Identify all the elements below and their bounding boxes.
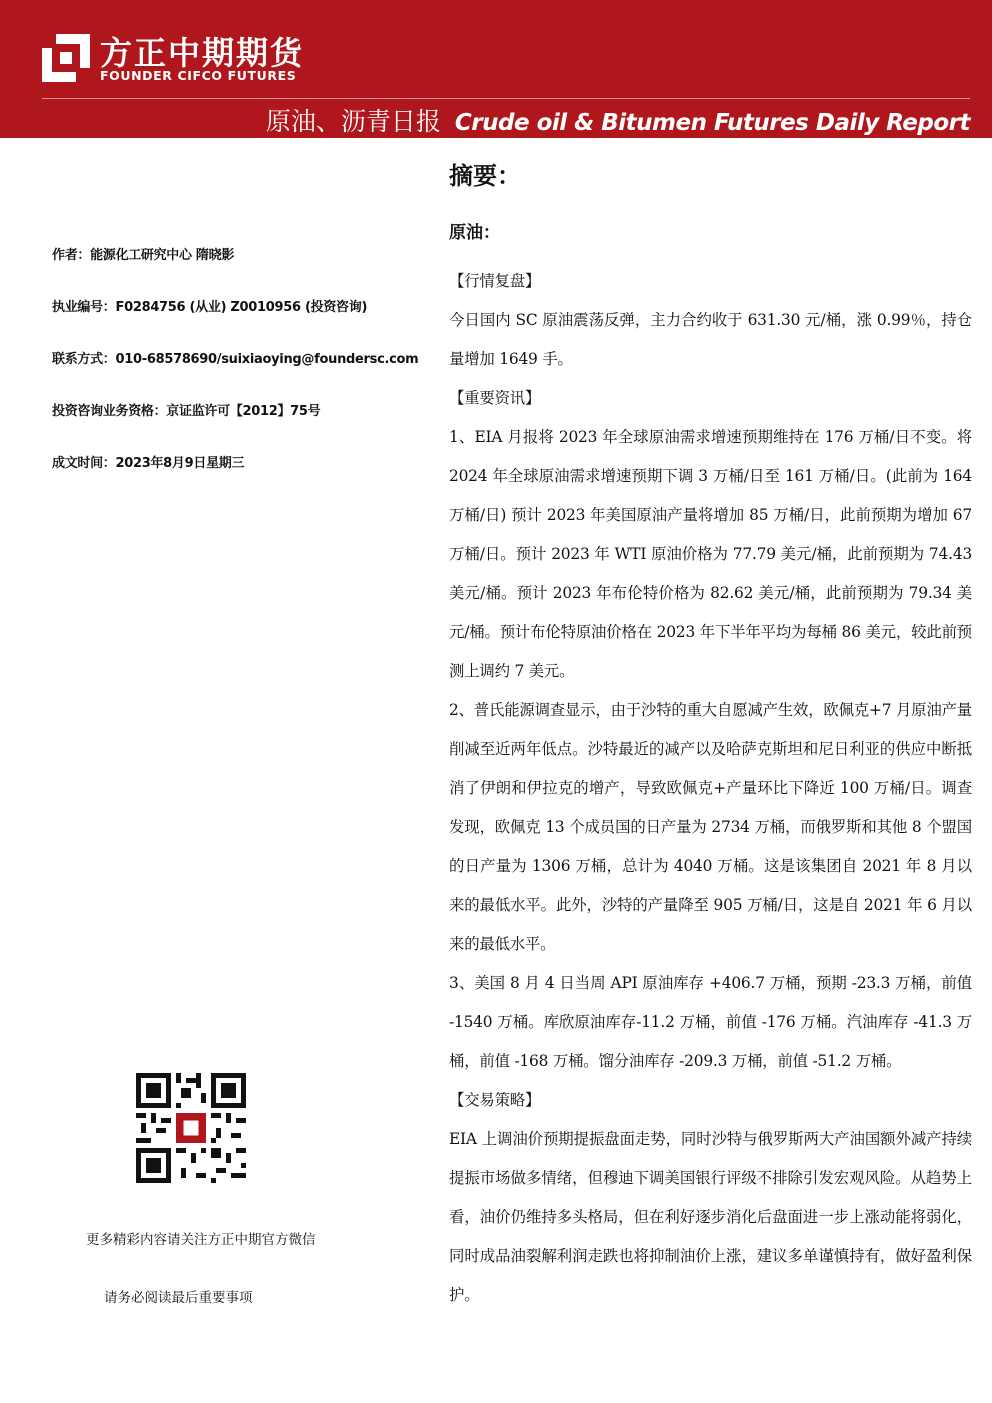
market-review-section bbox=[449, 262, 972, 1315]
qualification-line: 投资咨询业务资格：京证监许可【2012】75号 bbox=[52, 404, 321, 419]
news-item-1: 1、EIA 月报将 2023 年全球原油需求增速预期维持在 176 万桶/日不变。将 2024 年全球原油需求增速预期下调 3 万桶/日至 161 万桶/日。(此前为 164 万桶/日) 预计 2023 年美国原油产量将增加 85 万桶/日，此前预期为增加 67 万桶/日。预计 2023 年 WTI 原油价格为 77.79 美元/桶，此前预期为 74.43 美元/桶。预计 2023 年布伦特价格为 82.62 美元/桶，此前预期为 79.34 美元/桶。预计布伦特原油价格在 2023 年下半年平均为每桶 86 美元，较此前预测上调约 7 美元。 bbox=[449, 428, 972, 680]
report-title-cn: 原油、沥青日报 bbox=[265, 107, 441, 136]
brand-name-cn: 方正中期期货 bbox=[100, 34, 305, 72]
author-line: 作者：能源化工研究中心 隋晓影 bbox=[52, 248, 235, 263]
market-review-text: 今日国内 SC 原油震荡反弹，主力合约收于 631.30 元/桶，涨 0.99％，持仓量增加 1649 手。 bbox=[449, 311, 972, 368]
news-tag: 【重要资讯】 bbox=[449, 389, 541, 407]
strategy-text: EIA 上调油价预期提振盘面走势，同时沙特与俄罗斯两大产油国额外减产持续提振市场做多情绪，但穆迪下调美国银行评级不排除引发宏观风险。从趋势上看，油价仍维持多头格局，但在利好逐步消化后盘面进一步上涨动能将弱化，同时成品油裂解利润走跌也将抑制油价上涨，建议多单谨慎持有，做好盈利保护。 bbox=[449, 1130, 972, 1304]
date-line: 成文时间：2023年8月9日星期三 bbox=[52, 456, 245, 471]
qr-code-icon bbox=[136, 1073, 246, 1183]
license-line: 执业编号：F0284756 (从业) Z0010956 (投资咨询) bbox=[52, 300, 368, 315]
news-item-3: 3、美国 8 月 4 日当周 API 原油库存 +406.7 万桶，预期 -23.3 万桶，前值 -1540 万桶。库欣原油库存-11.2 万桶，前值 -176 万桶。汽油库存 -41.3 万桶，前值 -168 万桶。馏分油库存 -209.3 万桶，前值 -51.2 万桶。 bbox=[449, 974, 972, 1070]
header-divider bbox=[42, 98, 970, 99]
report-title bbox=[266, 102, 970, 138]
report-header bbox=[0, 0, 992, 138]
contact-line: 联系方式：010-68578690/suixiaoying@foundersc.com bbox=[52, 352, 419, 367]
qr-caption: 更多精彩内容请关注方正中期官方微信 bbox=[86, 1232, 316, 1248]
disclaimer-note: 请务必阅读最后重要事项 bbox=[104, 1290, 253, 1306]
founder-logo-icon bbox=[42, 34, 90, 82]
brand-name-en: FOUNDER CIFCO FUTURES bbox=[100, 68, 297, 83]
news-item-2: 2、普氏能源调查显示，由于沙特的重大自愿减产生效，欧佩克+7 月原油产量削减至近两年低点。沙特最近的减产以及哈萨克斯坦和尼日利亚的供应中断抵消了伊朗和伊拉克的增产，导致欧佩克+产量环比下降近 100 万桶/日。调查发现，欧佩克 13 个成员国的日产量为 2734 万桶，而俄罗斯和其他 8 个盟国的日产量为 1306 万桶，总计为 4040 万桶。这是该集团自 2021 年 8 月以来的最低水平。此外，沙特的产量降至 905 万桶/日，这是自 2021 年 6 月以来的最低水平。 bbox=[449, 701, 972, 953]
section-title-crude: 原油： bbox=[449, 223, 500, 243]
summary-title: 摘要： bbox=[449, 162, 521, 190]
market-review-tag: 【行情复盘】 bbox=[449, 272, 541, 290]
strategy-tag: 【交易策略】 bbox=[449, 1091, 541, 1109]
report-title-en: Crude oil & Bitumen Futures Daily Report bbox=[454, 110, 970, 136]
